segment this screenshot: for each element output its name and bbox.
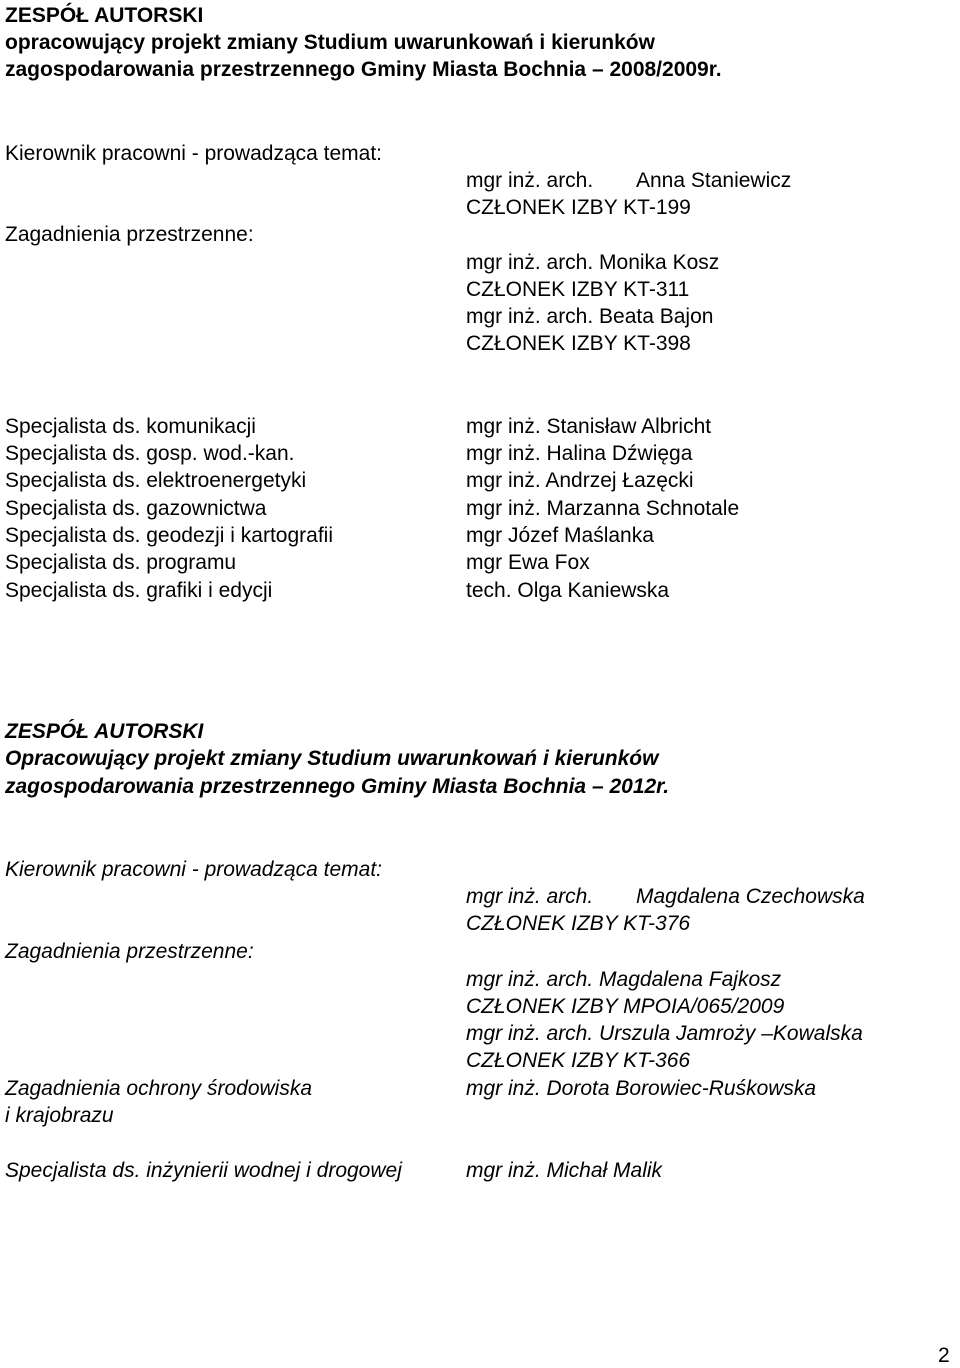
section1-zagadnienia-person: CZŁONEK IZBY KT-398: [466, 332, 691, 355]
specialist-person: mgr inż. Marzanna Schnotale: [466, 497, 740, 520]
section2-kierownik-name: Magdalena Czechowska: [636, 885, 865, 908]
section2-kierownik-member: CZŁONEK IZBY KT-376: [466, 912, 691, 935]
section2-ochrona-label-cont: i krajobrazu: [5, 1104, 114, 1127]
section2-subtitle-line1: Opracowujący projekt zmiany Studium uwarunkowań i kierunków: [5, 747, 659, 770]
section2-zagadnienia-person: CZŁONEK IZBY MPOIA/065/2009: [466, 995, 785, 1018]
specialist-role: Specjalista ds. grafiki i edycji: [5, 579, 273, 602]
section1-kierownik-name: Anna Staniewicz: [636, 169, 792, 192]
specialist-role: Specjalista ds. komunikacji: [5, 415, 256, 438]
section2-zagadnienia-person: mgr inż. arch. Magdalena Fajkosz: [466, 968, 782, 991]
specialist-person: mgr inż. Halina Dźwięga: [466, 442, 693, 465]
section2-ochrona-label: Zagadnienia ochrony środowiska: [5, 1077, 313, 1100]
section1-kierownik-label: Kierownik pracowni - prowadząca temat:: [5, 142, 382, 165]
specialist-person: mgr inż. Andrzej Łazęcki: [466, 469, 694, 492]
section2-kierownik-label: Kierownik pracowni - prowadząca temat:: [5, 858, 382, 881]
section1-kierownik-title: mgr inż. arch.: [466, 169, 594, 192]
specialist-person: mgr Ewa Fox: [466, 551, 590, 574]
section1-subtitle-line1: opracowujący projekt zmiany Studium uwarunkowań i kierunków: [5, 31, 655, 54]
specialist-person: mgr inż. Stanisław Albricht: [466, 415, 712, 438]
specialist-person: mgr Józef Maślanka: [466, 524, 654, 547]
page-number: 2: [938, 1344, 950, 1367]
section1-subtitle-line2: zagospodarowania przestrzennego Gminy Miasta Bochnia – 2008/2009r.: [5, 58, 722, 81]
specialist-role: Specjalista ds. elektroenergetyki: [5, 469, 307, 492]
section2-heading: ZESPÓŁ AUTORSKI: [5, 720, 204, 743]
section2-wodna-label: Specjalista ds. inżynierii wodnej i drogowej: [5, 1159, 402, 1182]
section2-subtitle-line2: zagospodarowania przestrzennego Gminy Miasta Bochnia – 2012r.: [5, 775, 670, 798]
section2-zagadnienia-label: Zagadnienia przestrzenne:: [5, 940, 254, 963]
section2-zagadnienia-person: mgr inż. arch. Urszula Jamroży –Kowalska: [466, 1022, 863, 1045]
section1-heading: ZESPÓŁ AUTORSKI: [5, 4, 204, 27]
specialist-role: Specjalista ds. gosp. wod.-kan.: [5, 442, 295, 465]
specialist-role: Specjalista ds. geodezji i kartografii: [5, 524, 334, 547]
section2-wodna-person: mgr inż. Michał Malik: [466, 1159, 663, 1182]
section2-zagadnienia-person: CZŁONEK IZBY KT-366: [466, 1049, 691, 1072]
section1-zagadnienia-person: mgr inż. arch. Beata Bajon: [466, 305, 714, 328]
section2-kierownik-title: mgr inż. arch.: [466, 885, 594, 908]
section1-zagadnienia-label: Zagadnienia przestrzenne:: [5, 223, 254, 246]
section1-zagadnienia-person: mgr inż. arch. Monika Kosz: [466, 251, 720, 274]
specialist-role: Specjalista ds. gazownictwa: [5, 497, 267, 520]
section2-ochrona-person: mgr inż. Dorota Borowiec-Ruśkowska: [466, 1077, 817, 1100]
section1-kierownik-member: CZŁONEK IZBY KT-199: [466, 196, 691, 219]
specialist-person: tech. Olga Kaniewska: [466, 579, 670, 602]
specialist-role: Specjalista ds. programu: [5, 551, 237, 574]
section1-zagadnienia-person: CZŁONEK IZBY KT-311: [466, 278, 690, 301]
